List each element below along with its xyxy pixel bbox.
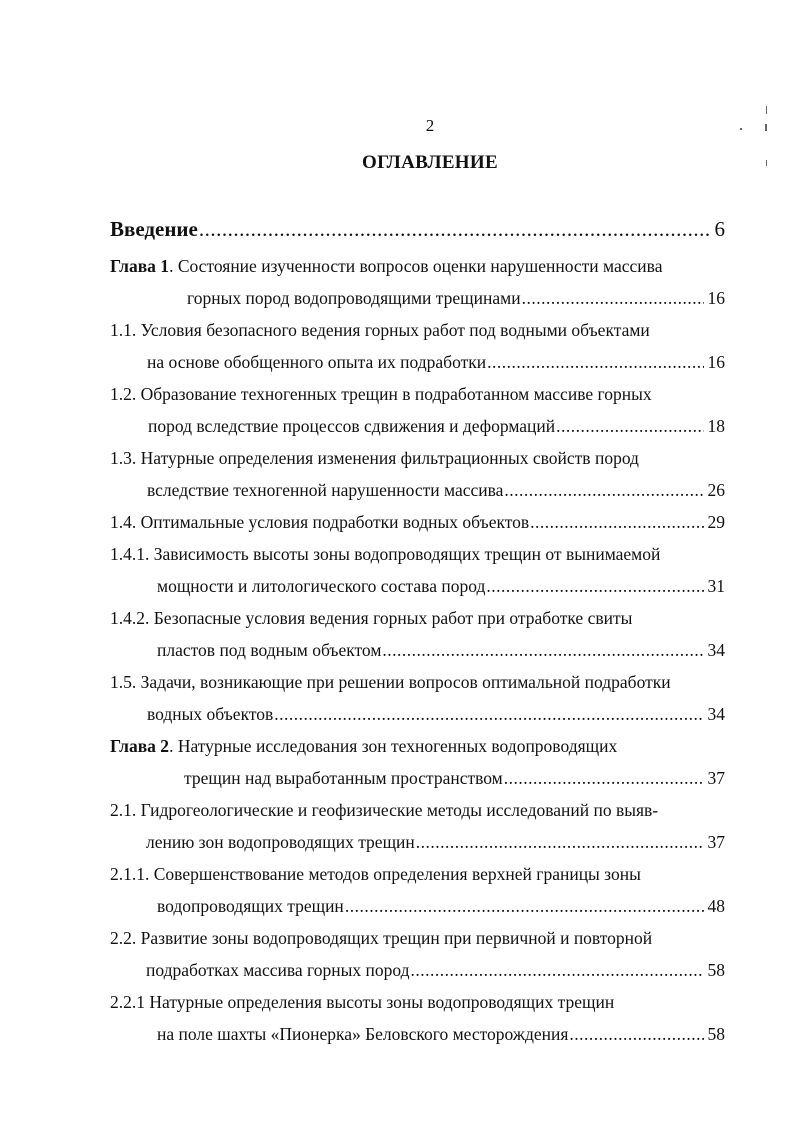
page-title: ОГЛАВЛЕНИЕ bbox=[362, 152, 498, 173]
scan-speck bbox=[740, 128, 742, 130]
toc-entry-1-1-cont bbox=[147, 351, 725, 373]
toc-entry-1-4-2 bbox=[110, 607, 632, 629]
scan-speck bbox=[766, 106, 767, 114]
toc-line-text: 1.5. Задачи, возникающие при решении вопросов оптимальной подработки bbox=[110, 672, 671, 692]
toc-page: 58 bbox=[707, 960, 725, 980]
page-number: 2 bbox=[425, 116, 435, 135]
toc-entry-1-4-1 bbox=[110, 543, 660, 565]
toc-line-text: подработках массива горных пород bbox=[146, 960, 410, 980]
toc-entry-1-3-cont bbox=[147, 479, 725, 501]
toc-line-text: вследствие техногенной нарушенности массива bbox=[147, 480, 504, 500]
toc-page: 31 bbox=[707, 576, 725, 596]
toc-entry-1-4-2-cont bbox=[157, 639, 725, 661]
toc-chapter-2-cont bbox=[184, 767, 725, 789]
toc-entry-1-5-cont bbox=[147, 703, 725, 725]
toc-entry-1-2-cont bbox=[148, 415, 725, 437]
toc-page: 29 bbox=[707, 512, 725, 532]
toc-intro bbox=[110, 218, 725, 240]
toc-line-text: 2.1. Гидрогеологические и геофизические методы исследований по выяв- bbox=[110, 800, 659, 820]
toc-entry-2-1-1 bbox=[110, 863, 641, 885]
leader-dots bbox=[486, 575, 703, 597]
toc-entry-2-1-1-cont bbox=[157, 895, 725, 917]
leader-dots bbox=[504, 767, 704, 789]
toc-line-text: трещин над выработанным пространством bbox=[184, 768, 503, 788]
leader-dots bbox=[569, 1023, 703, 1045]
toc-page: 37 bbox=[707, 768, 725, 788]
toc-entry-1-2 bbox=[110, 383, 652, 405]
toc-page: 34 bbox=[707, 704, 725, 724]
toc-line-text: горных пород водопроводящими трещинами bbox=[187, 288, 521, 308]
toc-entry-2-2-cont bbox=[146, 959, 725, 981]
toc-line-text: на поле шахты «Пионерка» Беловского месторождения bbox=[157, 1024, 569, 1044]
toc-line-text: 2.1.1. Совершенствование методов определения верхней границы зоны bbox=[110, 864, 641, 884]
toc-page: 26 bbox=[707, 480, 725, 500]
toc-line-text: 1.2. Образование техногенных трещин в подработанном массиве горных bbox=[110, 384, 652, 404]
toc-chapter-1-title bbox=[110, 255, 662, 277]
toc-entry-1-4-1-cont bbox=[157, 575, 725, 597]
toc-entry-1-5 bbox=[110, 671, 671, 693]
leader-dots bbox=[411, 959, 704, 981]
toc-page: 34 bbox=[707, 640, 725, 660]
chapter-title: . Состояние изученности вопросов оценки нарушенности массива bbox=[169, 256, 663, 276]
toc-line-text: 2.2.1 Натурные определения высоты зоны водопроводящих трещин bbox=[110, 992, 615, 1012]
toc-line-text: водных объектов bbox=[147, 704, 274, 724]
scan-speck bbox=[765, 124, 767, 131]
toc-entry-2-2-1 bbox=[110, 991, 614, 1013]
toc-entry-2-1-cont bbox=[146, 831, 725, 853]
leader-dots bbox=[382, 639, 703, 661]
toc-line-text: водопроводящих трещин bbox=[157, 896, 344, 916]
toc-entry-2-1 bbox=[110, 799, 658, 821]
leader-dots bbox=[504, 479, 703, 501]
leader-dots bbox=[556, 415, 703, 437]
toc-page: 16 bbox=[707, 288, 725, 308]
toc-line-text: пластов под водным объектом bbox=[157, 640, 382, 660]
leader-dots bbox=[416, 831, 704, 853]
toc-entry-2-2 bbox=[110, 927, 652, 949]
toc-line-text: мощности и литологического состава пород bbox=[157, 576, 486, 596]
leader-dots bbox=[487, 351, 703, 373]
toc-line-text: лению зон водопроводящих трещин bbox=[146, 832, 415, 852]
toc-entry-1-3 bbox=[110, 447, 639, 469]
toc-line-text: 1.4. Оптимальные условия подработки водных объектов bbox=[110, 512, 530, 532]
chapter-title: . Натурные исследования зон техногенных водопроводящих bbox=[169, 736, 618, 756]
toc-page: 37 bbox=[707, 832, 725, 852]
toc-page: 18 bbox=[707, 416, 725, 436]
toc-entry-2-2-1-cont bbox=[157, 1023, 725, 1045]
toc-intro-page: 6 bbox=[714, 217, 725, 241]
toc-line-text: на основе обобщенного опыта их подработки bbox=[147, 352, 487, 372]
toc-page: 48 bbox=[707, 896, 725, 916]
toc-entry-1-1 bbox=[110, 319, 650, 341]
toc-line-text: 1.4.1. Зависимость высоты зоны водопроводящих трещин от вынимаемой bbox=[110, 544, 661, 564]
toc-line-text: пород вследствие процессов сдвижения и деформаций bbox=[148, 416, 556, 436]
leader-dots bbox=[199, 218, 711, 240]
toc-line-text: 1.3. Натурные определения изменения фильтрационных свойств пород bbox=[110, 448, 639, 468]
toc-line-text: 2.2. Развитие зоны водопроводящих трещин при первичной и повторной bbox=[110, 928, 653, 948]
toc-entry-1-4 bbox=[110, 511, 725, 533]
leader-dots bbox=[345, 895, 704, 917]
toc-chapter-1-cont bbox=[187, 287, 725, 309]
leader-dots bbox=[274, 703, 703, 725]
leader-dots bbox=[530, 511, 703, 533]
leader-dots bbox=[522, 287, 704, 309]
scan-speck bbox=[766, 160, 767, 166]
toc-line-text: 1.1. Условия безопасного ведения горных работ под водными объектами bbox=[110, 320, 650, 340]
toc-intro-label: Введение bbox=[110, 217, 198, 241]
toc-line-text: 1.4.2. Безопасные условия ведения горных работ при отработке свиты bbox=[110, 608, 633, 628]
chapter-label: Глава 1 bbox=[110, 256, 170, 276]
toc-page: 16 bbox=[707, 352, 725, 372]
toc-chapter-2-title bbox=[110, 735, 617, 757]
chapter-label: Глава 2 bbox=[110, 736, 170, 756]
toc-page: 58 bbox=[707, 1024, 725, 1044]
